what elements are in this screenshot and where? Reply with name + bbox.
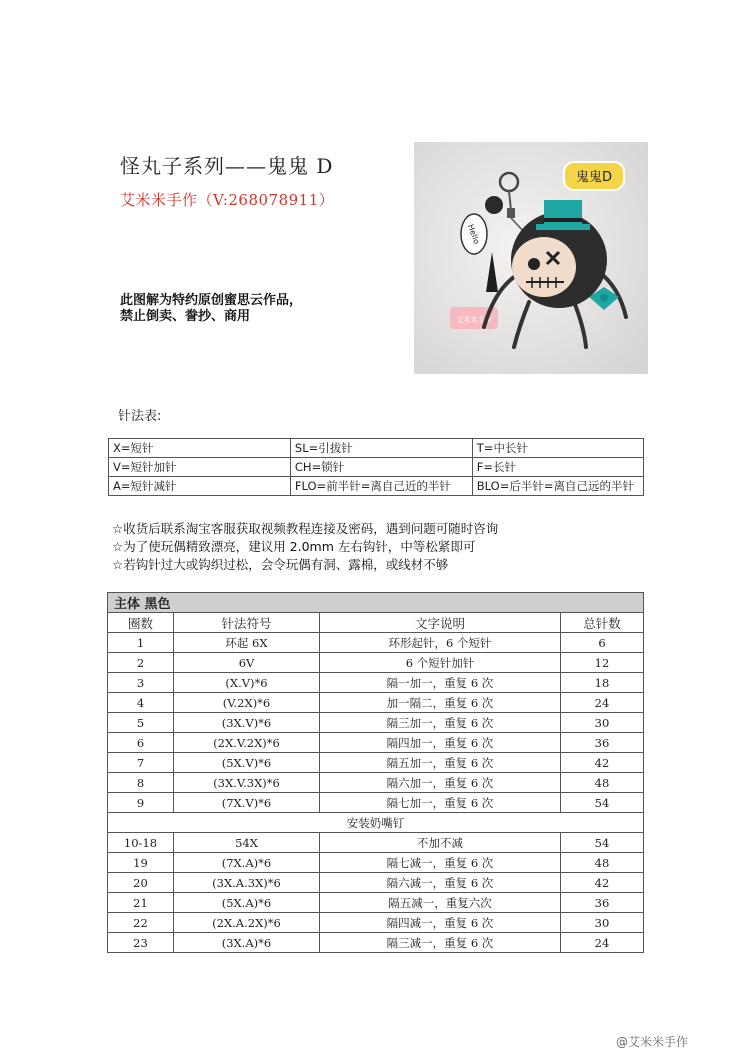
- table-cell: 2: [108, 653, 174, 673]
- table-cell: 环形起针，6 个短针: [320, 633, 561, 653]
- table-header-row: [108, 613, 644, 633]
- table-cell: 3: [108, 673, 174, 693]
- product-photo: [414, 142, 648, 374]
- table-cell: 隔六减一，重复 6 次: [320, 873, 561, 893]
- column-header: 总针数: [561, 613, 644, 633]
- table-cell: 8: [108, 773, 174, 793]
- table-row: [108, 853, 644, 873]
- table-cell: 48: [561, 773, 644, 793]
- toy-face-icon: [512, 237, 576, 297]
- table-cell: 隔三减一，重复 6 次: [320, 933, 561, 953]
- legend-cell: A=短针减针: [109, 477, 291, 496]
- notice-line-2: 禁止倒卖、誊抄、商用: [120, 309, 251, 324]
- table-cell: 6 个短针加针: [320, 653, 561, 673]
- table-row: [108, 793, 644, 813]
- tip-item: ☆若钩针过大或钩织过松，会令玩偶有洞、露棉，或线材不够: [112, 557, 449, 572]
- legend-row: [109, 439, 644, 458]
- tag-text: 鬼鬼D: [575, 170, 613, 185]
- table-row: [108, 873, 644, 893]
- section-title: 主体 黑色: [108, 593, 644, 613]
- author-line: 艾米米手作（V:268078911）: [120, 191, 335, 209]
- legend-cell: SL=引拔针: [290, 439, 472, 458]
- bell-icon: [485, 196, 503, 214]
- speech-bubble-icon: [461, 214, 487, 254]
- table-cell: 7: [108, 753, 174, 773]
- table-cell: 隔三加一，重复 6 次: [320, 713, 561, 733]
- table-cell: (7X.A)*6: [174, 853, 320, 873]
- table-cell: 24: [561, 933, 644, 953]
- column-header: 文字说明: [320, 613, 561, 633]
- name-tag-icon: [564, 162, 624, 190]
- page-title: 怪丸子系列——鬼鬼 D: [120, 154, 334, 178]
- table-cell: 42: [561, 753, 644, 773]
- notice-line-1: 此图解为特约原创蜜思云作品，: [120, 293, 303, 308]
- table-cell: (2X.V.2X)*6: [174, 733, 320, 753]
- table-cell: 54: [561, 793, 644, 813]
- table-row: [108, 933, 644, 953]
- table-row: [108, 693, 644, 713]
- section-title-row: [108, 593, 644, 613]
- table-cell: (5X.A)*6: [174, 893, 320, 913]
- legend-cell: V=短针加针: [109, 458, 291, 477]
- stitch-legend-heading: 针法表:: [118, 409, 162, 424]
- table-cell: 42: [561, 873, 644, 893]
- table-cell: 12: [561, 653, 644, 673]
- legend-cell: X=短针: [109, 439, 291, 458]
- legend-row: [109, 458, 644, 477]
- table-cell: 9: [108, 793, 174, 813]
- table-cell: 6V: [174, 653, 320, 673]
- table-cell: 1: [108, 633, 174, 653]
- table-row: [108, 913, 644, 933]
- sticker-text: 艾米米手作: [456, 316, 492, 324]
- legend-cell: T=中长针: [472, 439, 643, 458]
- table-cell: 10-18: [108, 833, 174, 853]
- note-cell: 安装奶嘴钉: [108, 813, 644, 833]
- legend-cell: F=长针: [472, 458, 643, 477]
- table-cell: 18: [561, 673, 644, 693]
- legend-row: [109, 477, 644, 496]
- table-cell: 环起 6X: [174, 633, 320, 653]
- table-cell: 6: [108, 733, 174, 753]
- table-cell: (X.V)*6: [174, 673, 320, 693]
- table-cell: 隔四减一，重复 6 次: [320, 913, 561, 933]
- table-row: [108, 753, 644, 773]
- table-cell: 36: [561, 893, 644, 913]
- legend-cell: BLO=后半针=离自己远的半针: [472, 477, 643, 496]
- table-row: [108, 733, 644, 753]
- table-cell: 21: [108, 893, 174, 913]
- pattern-table: [107, 592, 644, 953]
- tip-item: ☆为了使玩偶精致漂亮，建议用 2.0mm 左右钩针，中等松紧即可: [112, 539, 476, 554]
- table-cell: 30: [561, 913, 644, 933]
- stitch-legend-table: [108, 438, 644, 496]
- table-cell: 5: [108, 713, 174, 733]
- weibo-watermark: @艾米米手作: [616, 1035, 689, 1049]
- table-cell: (7X.V)*6: [174, 793, 320, 813]
- table-cell: 隔四加一，重复 6 次: [320, 733, 561, 753]
- table-cell: 54X: [174, 833, 320, 853]
- table-cell: (3X.V.3X)*6: [174, 773, 320, 793]
- table-cell: 23: [108, 933, 174, 953]
- table-cell: 加一隔二，重复 6 次: [320, 693, 561, 713]
- tips-list: [112, 520, 498, 574]
- column-header: 针法符号: [174, 613, 320, 633]
- table-cell: (3X.A)*6: [174, 933, 320, 953]
- note-row: [108, 813, 644, 833]
- table-row: [108, 713, 644, 733]
- table-cell: 隔七加一，重复 6 次: [320, 793, 561, 813]
- table-row: [108, 893, 644, 913]
- bubble-text: Hello: [465, 223, 482, 246]
- table-cell: 隔六加一，重复 6 次: [320, 773, 561, 793]
- table-cell: 隔一加一，重复 6 次: [320, 673, 561, 693]
- table-cell: 22: [108, 913, 174, 933]
- table-cell: (5X.V)*6: [174, 753, 320, 773]
- column-header: 圈数: [108, 613, 174, 633]
- table-row: [108, 653, 644, 673]
- table-cell: (3X.A.3X)*6: [174, 873, 320, 893]
- table-cell: 24: [561, 693, 644, 713]
- table-cell: 30: [561, 713, 644, 733]
- table-row: [108, 673, 644, 693]
- table-cell: 隔五加一，重复 6 次: [320, 753, 561, 773]
- table-cell: 48: [561, 853, 644, 873]
- table-cell: 不加不减: [320, 833, 561, 853]
- top-hat-icon: [536, 200, 590, 230]
- table-cell: 54: [561, 833, 644, 853]
- copyright-notice: [120, 293, 302, 325]
- table-row: [108, 633, 644, 653]
- table-cell: (V.2X)*6: [174, 693, 320, 713]
- table-cell: (2X.A.2X)*6: [174, 913, 320, 933]
- tip-item: ☆收货后联系淘宝客服获取视频教程连接及密码，遇到问题可随时咨询: [112, 521, 499, 536]
- table-cell: 6: [561, 633, 644, 653]
- table-cell: 19: [108, 853, 174, 873]
- legend-cell: FLO=前半针=离自己近的半针: [290, 477, 472, 496]
- table-row: [108, 773, 644, 793]
- table-cell: (3X.V)*6: [174, 713, 320, 733]
- table-cell: 隔五减一，重复六次: [320, 893, 561, 913]
- table-cell: 20: [108, 873, 174, 893]
- table-cell: 4: [108, 693, 174, 713]
- legend-cell: CH=锁针: [290, 458, 472, 477]
- table-cell: 隔七减一，重复 6 次: [320, 853, 561, 873]
- table-cell: 36: [561, 733, 644, 753]
- table-row: [108, 833, 644, 853]
